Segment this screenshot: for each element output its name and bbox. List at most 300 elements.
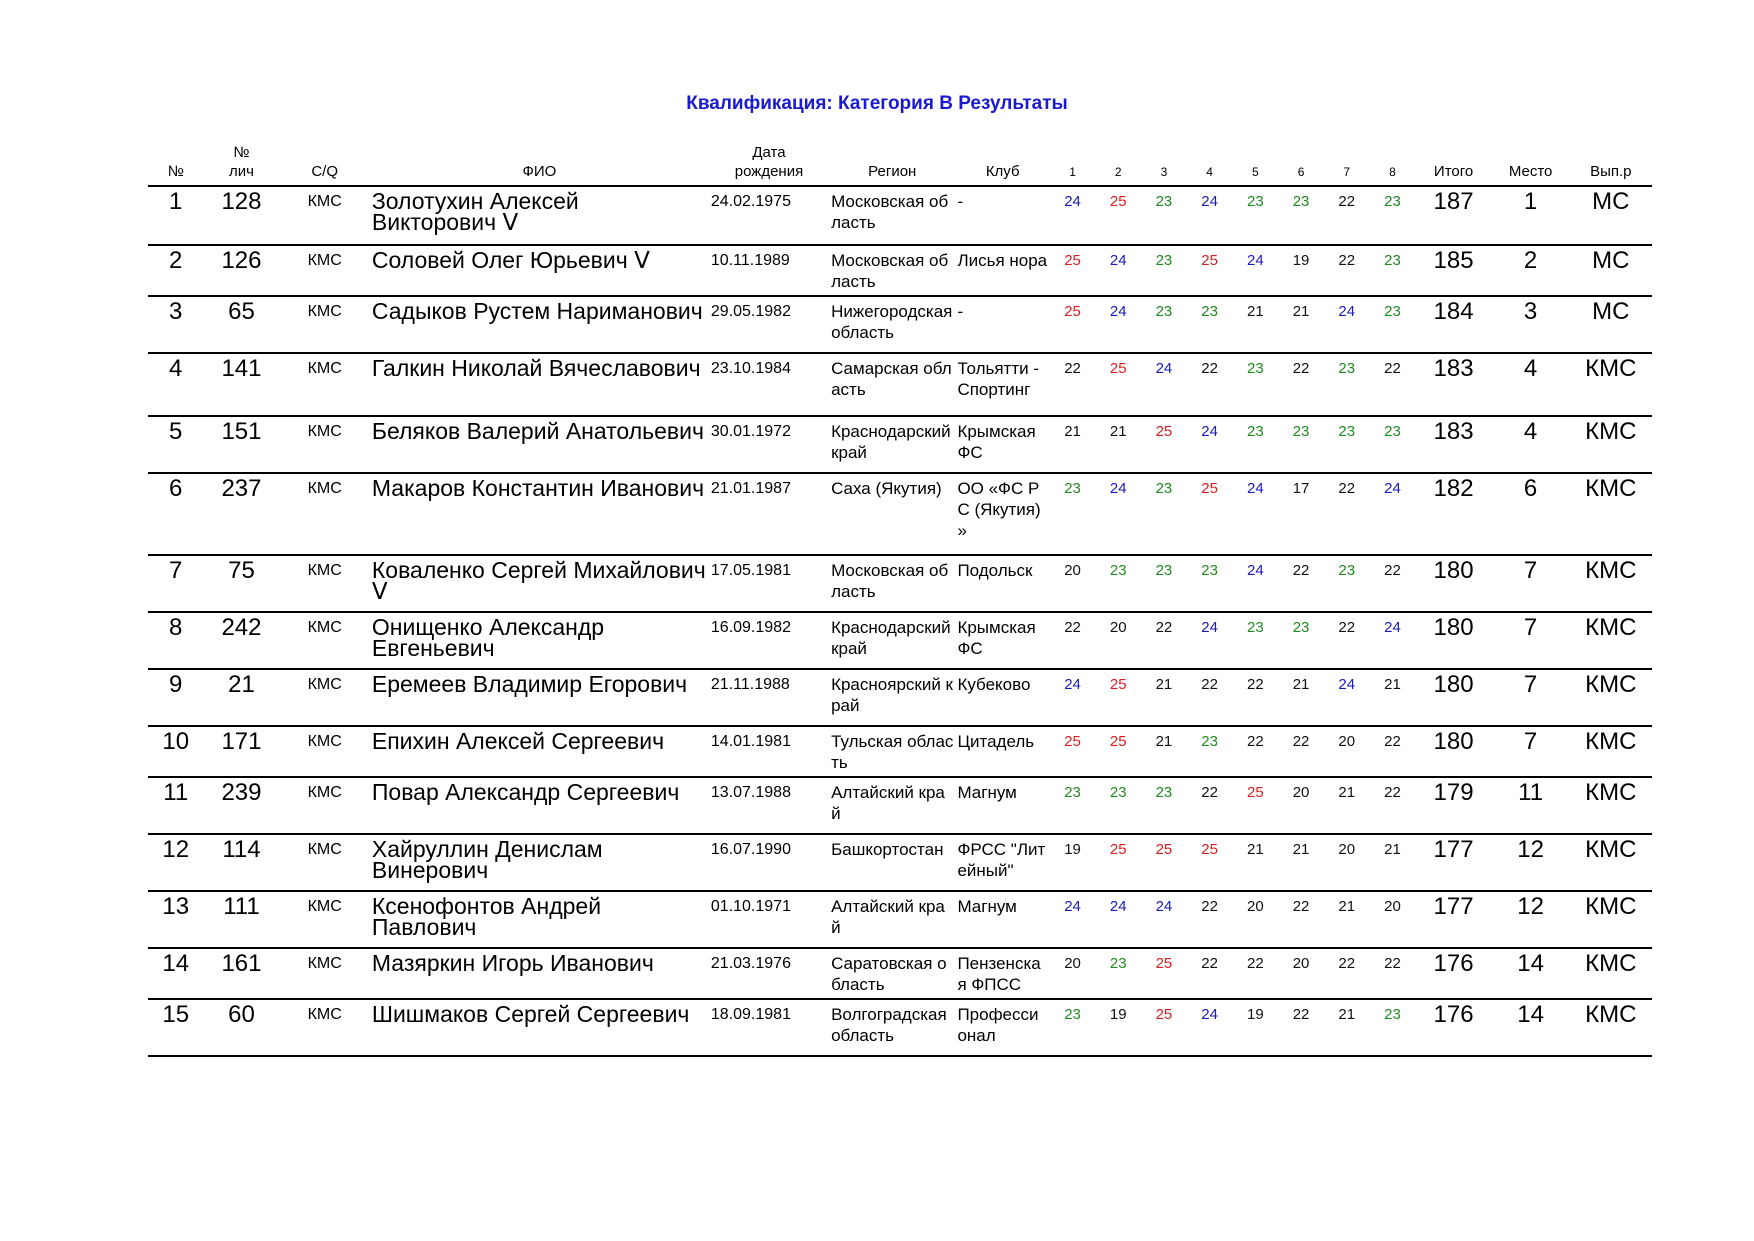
region: Краснодарский край — [829, 612, 955, 669]
series-score-4: 22 — [1187, 777, 1233, 834]
series-score-4: 25 — [1187, 834, 1233, 891]
series-score-7: 24 — [1324, 296, 1369, 353]
series-score-2: 20 — [1095, 612, 1141, 669]
row-number: 15 — [148, 999, 203, 1056]
place: 12 — [1492, 891, 1570, 948]
series-score-6: 21 — [1278, 296, 1324, 353]
series-score-2: 19 — [1095, 999, 1141, 1056]
series-score-2: 24 — [1095, 296, 1141, 353]
result-rank: МС — [1570, 186, 1652, 245]
club: Кубеково — [955, 669, 1050, 726]
athlete-name: Онищенко Александр Евгеньевич — [370, 612, 709, 669]
total-score: 183 — [1416, 416, 1492, 473]
result-rank: КМС — [1570, 948, 1652, 999]
series-score-8: 20 — [1369, 891, 1415, 948]
personal-number: 151 — [203, 416, 279, 473]
region: Московская область — [829, 186, 955, 245]
header-series-8: 8 — [1369, 143, 1415, 186]
header-date-top: Дата — [752, 144, 786, 161]
total-score: 187 — [1416, 186, 1492, 245]
region: Алтайский край — [829, 891, 955, 948]
result-rank: КМС — [1570, 891, 1652, 948]
class-qualification: КМС — [279, 612, 369, 669]
athlete-name: Беляков Валерий Анатольевич — [370, 416, 709, 473]
result-rank: КМС — [1570, 669, 1652, 726]
place: 2 — [1492, 245, 1570, 296]
header-name: ФИО — [370, 143, 709, 186]
club: - — [955, 186, 1050, 245]
result-rank: КМС — [1570, 555, 1652, 612]
header-pers-bottom: лич — [229, 163, 254, 180]
series-score-5: 23 — [1233, 353, 1278, 416]
series-score-6: 21 — [1278, 834, 1324, 891]
header-series-3: 3 — [1141, 143, 1186, 186]
birth-date: 18.09.1981 — [709, 999, 829, 1056]
series-score-7: 23 — [1324, 353, 1369, 416]
series-score-3: 23 — [1141, 777, 1186, 834]
table-row — [148, 726, 1652, 777]
result-rank: КМС — [1570, 353, 1652, 416]
series-score-8: 21 — [1369, 669, 1415, 726]
series-score-2: 23 — [1095, 555, 1141, 612]
club: Подольск — [955, 555, 1050, 612]
series-score-7: 22 — [1324, 186, 1369, 245]
region: Саратовская область — [829, 948, 955, 999]
series-score-1: 24 — [1050, 186, 1095, 245]
header-date-bottom: рождения — [734, 163, 804, 180]
total-score: 176 — [1416, 948, 1492, 999]
series-score-5: 24 — [1233, 473, 1278, 555]
club: Пензенская ФПСС — [955, 948, 1050, 999]
series-score-7: 20 — [1324, 834, 1369, 891]
personal-number: 141 — [203, 353, 279, 416]
series-score-8: 22 — [1369, 777, 1415, 834]
personal-number: 237 — [203, 473, 279, 555]
table-row — [148, 948, 1652, 999]
total-score: 182 — [1416, 473, 1492, 555]
class-qualification: КМС — [279, 555, 369, 612]
region: Самарская область — [829, 353, 955, 416]
birth-date: 29.05.1982 — [709, 296, 829, 353]
personal-number: 60 — [203, 999, 279, 1056]
table-row — [148, 555, 1652, 612]
personal-number: 126 — [203, 245, 279, 296]
series-score-8: 23 — [1369, 296, 1415, 353]
total-score: 177 — [1416, 891, 1492, 948]
place: 7 — [1492, 669, 1570, 726]
personal-number: 171 — [203, 726, 279, 777]
series-score-5: 24 — [1233, 245, 1278, 296]
table-row — [148, 891, 1652, 948]
region: Московская область — [829, 555, 955, 612]
series-score-1: 20 — [1050, 948, 1095, 999]
club: Крымская ФС — [955, 416, 1050, 473]
series-score-1: 21 — [1050, 416, 1095, 473]
birth-date: 21.01.1987 — [709, 473, 829, 555]
athlete-name: Епихин Алексей Сергеевич — [370, 726, 709, 777]
series-score-4: 22 — [1187, 669, 1233, 726]
athlete-name: Макаров Константин Иванович — [370, 473, 709, 555]
athlete-name: Повар Александр Сергеевич — [370, 777, 709, 834]
series-score-1: 25 — [1050, 245, 1095, 296]
row-number: 13 — [148, 891, 203, 948]
total-score: 180 — [1416, 555, 1492, 612]
series-score-8: 22 — [1369, 555, 1415, 612]
personal-number: 242 — [203, 612, 279, 669]
result-rank: КМС — [1570, 726, 1652, 777]
series-score-5: 23 — [1233, 186, 1278, 245]
result-rank: КМС — [1570, 612, 1652, 669]
series-score-8: 22 — [1369, 948, 1415, 999]
series-score-5: 23 — [1233, 416, 1278, 473]
header-result: Вып.р — [1570, 143, 1652, 186]
table-row — [148, 834, 1652, 891]
athlete-name: Золотухин Алексей Викторович ᐯ — [370, 186, 709, 245]
birth-date: 23.10.1984 — [709, 353, 829, 416]
series-score-2: 25 — [1095, 186, 1141, 245]
series-score-1: 25 — [1050, 296, 1095, 353]
series-score-4: 22 — [1187, 891, 1233, 948]
series-score-8: 21 — [1369, 834, 1415, 891]
series-score-5: 21 — [1233, 296, 1278, 353]
place: 4 — [1492, 353, 1570, 416]
header-series-4: 4 — [1187, 143, 1233, 186]
series-score-3: 21 — [1141, 669, 1186, 726]
club: ОО «ФС РС (Якутия) » — [955, 473, 1050, 555]
series-score-8: 22 — [1369, 726, 1415, 777]
row-number: 3 — [148, 296, 203, 353]
series-score-8: 23 — [1369, 245, 1415, 296]
header-row — [148, 143, 1652, 186]
table-row — [148, 416, 1652, 473]
class-qualification: КМС — [279, 669, 369, 726]
header-num: № — [148, 143, 203, 186]
athlete-name: Соловей Олег Юрьевич ᐯ — [370, 245, 709, 296]
series-score-5: 25 — [1233, 777, 1278, 834]
series-score-7: 21 — [1324, 777, 1369, 834]
series-score-2: 24 — [1095, 245, 1141, 296]
series-score-3: 23 — [1141, 296, 1186, 353]
row-number: 14 — [148, 948, 203, 999]
birth-date: 10.11.1989 — [709, 245, 829, 296]
total-score: 183 — [1416, 353, 1492, 416]
table-row — [148, 296, 1652, 353]
header-series-6: 6 — [1278, 143, 1324, 186]
series-score-8: 22 — [1369, 353, 1415, 416]
series-score-6: 22 — [1278, 726, 1324, 777]
personal-number: 21 — [203, 669, 279, 726]
table-row — [148, 245, 1652, 296]
region: Волгоградская область — [829, 999, 955, 1056]
series-score-1: 24 — [1050, 891, 1095, 948]
results-table — [148, 143, 1652, 1057]
series-score-3: 24 — [1141, 353, 1186, 416]
series-score-1: 25 — [1050, 726, 1095, 777]
series-score-5: 22 — [1233, 726, 1278, 777]
series-score-4: 22 — [1187, 948, 1233, 999]
place: 3 — [1492, 296, 1570, 353]
series-score-4: 22 — [1187, 353, 1233, 416]
header-date — [709, 143, 829, 186]
series-score-8: 24 — [1369, 612, 1415, 669]
place: 7 — [1492, 612, 1570, 669]
table-row — [148, 473, 1652, 555]
class-qualification: КМС — [279, 353, 369, 416]
series-score-5: 24 — [1233, 555, 1278, 612]
result-rank: МС — [1570, 296, 1652, 353]
series-score-2: 24 — [1095, 891, 1141, 948]
result-rank: КМС — [1570, 416, 1652, 473]
series-score-7: 22 — [1324, 473, 1369, 555]
birth-date: 01.10.1971 — [709, 891, 829, 948]
series-score-4: 23 — [1187, 296, 1233, 353]
athlete-name: Садыков Рустем Нариманович — [370, 296, 709, 353]
club: Профессионал — [955, 999, 1050, 1056]
region: Нижегородская область — [829, 296, 955, 353]
class-qualification: КМС — [279, 999, 369, 1056]
total-score: 179 — [1416, 777, 1492, 834]
series-score-1: 22 — [1050, 353, 1095, 416]
athlete-name: Ксенофонтов Андрей Павлович — [370, 891, 709, 948]
place: 6 — [1492, 473, 1570, 555]
series-score-6: 22 — [1278, 555, 1324, 612]
row-number: 4 — [148, 353, 203, 416]
series-score-5: 23 — [1233, 612, 1278, 669]
birth-date: 24.02.1975 — [709, 186, 829, 245]
series-score-4: 24 — [1187, 612, 1233, 669]
series-score-1: 22 — [1050, 612, 1095, 669]
region: Красноярский край — [829, 669, 955, 726]
table-row — [148, 612, 1652, 669]
series-score-6: 21 — [1278, 669, 1324, 726]
series-score-3: 22 — [1141, 612, 1186, 669]
series-score-7: 23 — [1324, 416, 1369, 473]
series-score-1: 19 — [1050, 834, 1095, 891]
row-number: 1 — [148, 186, 203, 245]
header-series-2: 2 — [1095, 143, 1141, 186]
series-score-2: 23 — [1095, 777, 1141, 834]
birth-date: 21.03.1976 — [709, 948, 829, 999]
place: 14 — [1492, 948, 1570, 999]
series-score-3: 21 — [1141, 726, 1186, 777]
header-pers-top: № — [233, 144, 250, 161]
place: 7 — [1492, 555, 1570, 612]
series-score-7: 24 — [1324, 669, 1369, 726]
personal-number: 161 — [203, 948, 279, 999]
athlete-name: Коваленко Сергей Михайлович ᐯ — [370, 555, 709, 612]
personal-number: 239 — [203, 777, 279, 834]
total-score: 180 — [1416, 669, 1492, 726]
birth-date: 17.05.1981 — [709, 555, 829, 612]
series-score-5: 19 — [1233, 999, 1278, 1056]
place: 4 — [1492, 416, 1570, 473]
page-title: Квалификация: Категория В Результаты — [686, 93, 1068, 114]
series-score-3: 25 — [1141, 948, 1186, 999]
total-score: 184 — [1416, 296, 1492, 353]
athlete-name: Хайруллин Денислам Винерович — [370, 834, 709, 891]
series-score-4: 25 — [1187, 473, 1233, 555]
series-score-8: 23 — [1369, 186, 1415, 245]
series-score-3: 25 — [1141, 416, 1186, 473]
series-score-2: 25 — [1095, 834, 1141, 891]
series-score-7: 22 — [1324, 245, 1369, 296]
class-qualification: КМС — [279, 726, 369, 777]
region: Краснодарский край — [829, 416, 955, 473]
class-qualification: КМС — [279, 186, 369, 245]
series-score-2: 25 — [1095, 669, 1141, 726]
series-score-6: 17 — [1278, 473, 1324, 555]
row-number: 10 — [148, 726, 203, 777]
total-score: 185 — [1416, 245, 1492, 296]
athlete-name: Галкин Николай Вячеславович — [370, 353, 709, 416]
series-score-8: 23 — [1369, 416, 1415, 473]
club: Цитадель — [955, 726, 1050, 777]
region: Алтайский край — [829, 777, 955, 834]
region: Московская область — [829, 245, 955, 296]
birth-date: 16.07.1990 — [709, 834, 829, 891]
total-score: 180 — [1416, 612, 1492, 669]
series-score-8: 23 — [1369, 999, 1415, 1056]
series-score-6: 20 — [1278, 777, 1324, 834]
personal-number: 114 — [203, 834, 279, 891]
series-score-1: 23 — [1050, 777, 1095, 834]
series-score-1: 23 — [1050, 999, 1095, 1056]
total-score: 180 — [1416, 726, 1492, 777]
personal-number: 65 — [203, 296, 279, 353]
header-region: Регион — [829, 143, 955, 186]
header-series-7: 7 — [1324, 143, 1369, 186]
series-score-2: 21 — [1095, 416, 1141, 473]
place: 14 — [1492, 999, 1570, 1056]
birth-date: 30.01.1972 — [709, 416, 829, 473]
series-score-6: 22 — [1278, 999, 1324, 1056]
row-number: 11 — [148, 777, 203, 834]
series-score-6: 22 — [1278, 353, 1324, 416]
series-score-4: 23 — [1187, 726, 1233, 777]
header-club: Клуб — [955, 143, 1050, 186]
series-score-4: 23 — [1187, 555, 1233, 612]
header-place: Место — [1492, 143, 1570, 186]
row-number: 7 — [148, 555, 203, 612]
row-number: 6 — [148, 473, 203, 555]
series-score-6: 19 — [1278, 245, 1324, 296]
series-score-3: 23 — [1141, 555, 1186, 612]
table-row — [148, 186, 1652, 245]
athlete-name: Шишмаков Сергей Сергеевич — [370, 999, 709, 1056]
series-score-7: 20 — [1324, 726, 1369, 777]
class-qualification: КМС — [279, 416, 369, 473]
series-score-6: 20 — [1278, 948, 1324, 999]
series-score-3: 25 — [1141, 999, 1186, 1056]
series-score-7: 23 — [1324, 555, 1369, 612]
place: 12 — [1492, 834, 1570, 891]
header-cq: C/Q — [279, 143, 369, 186]
table-row — [148, 669, 1652, 726]
class-qualification: КМС — [279, 891, 369, 948]
personal-number: 128 — [203, 186, 279, 245]
result-rank: КМС — [1570, 999, 1652, 1056]
results-body — [148, 186, 1652, 1056]
class-qualification: КМС — [279, 296, 369, 353]
result-rank: КМС — [1570, 777, 1652, 834]
total-score: 176 — [1416, 999, 1492, 1056]
series-score-4: 24 — [1187, 186, 1233, 245]
series-score-5: 22 — [1233, 669, 1278, 726]
table-row — [148, 999, 1652, 1056]
header-series-5: 5 — [1233, 143, 1278, 186]
series-score-8: 24 — [1369, 473, 1415, 555]
region: Тульская область — [829, 726, 955, 777]
row-number: 8 — [148, 612, 203, 669]
series-score-7: 22 — [1324, 612, 1369, 669]
series-score-7: 22 — [1324, 948, 1369, 999]
series-score-3: 24 — [1141, 891, 1186, 948]
row-number: 5 — [148, 416, 203, 473]
place: 11 — [1492, 777, 1570, 834]
club: Магнум — [955, 777, 1050, 834]
result-rank: КМС — [1570, 473, 1652, 555]
class-qualification: КМС — [279, 777, 369, 834]
club: Крымская ФС — [955, 612, 1050, 669]
place: 7 — [1492, 726, 1570, 777]
birth-date: 21.11.1988 — [709, 669, 829, 726]
series-score-7: 21 — [1324, 891, 1369, 948]
series-score-4: 25 — [1187, 245, 1233, 296]
region: Башкортостан — [829, 834, 955, 891]
row-number: 2 — [148, 245, 203, 296]
class-qualification: КМС — [279, 473, 369, 555]
club: Магнум — [955, 891, 1050, 948]
place: 1 — [1492, 186, 1570, 245]
result-rank: МС — [1570, 245, 1652, 296]
header-pers — [203, 143, 279, 186]
athlete-name: Еремеев Владимир Егорович — [370, 669, 709, 726]
series-score-2: 25 — [1095, 726, 1141, 777]
series-score-5: 21 — [1233, 834, 1278, 891]
series-score-2: 25 — [1095, 353, 1141, 416]
club: - — [955, 296, 1050, 353]
series-score-5: 22 — [1233, 948, 1278, 999]
series-score-3: 25 — [1141, 834, 1186, 891]
series-score-4: 24 — [1187, 999, 1233, 1056]
series-score-5: 20 — [1233, 891, 1278, 948]
result-rank: КМС — [1570, 834, 1652, 891]
series-score-1: 20 — [1050, 555, 1095, 612]
series-score-2: 23 — [1095, 948, 1141, 999]
series-score-3: 23 — [1141, 245, 1186, 296]
series-score-1: 24 — [1050, 669, 1095, 726]
birth-date: 13.07.1988 — [709, 777, 829, 834]
personal-number: 111 — [203, 891, 279, 948]
personal-number: 75 — [203, 555, 279, 612]
row-number: 12 — [148, 834, 203, 891]
athlete-name: Мазяркин Игорь Иванович — [370, 948, 709, 999]
table-row — [148, 353, 1652, 416]
region: Саха (Якутия) — [829, 473, 955, 555]
series-score-4: 24 — [1187, 416, 1233, 473]
total-score: 177 — [1416, 834, 1492, 891]
club: ФРСС "Литейный" — [955, 834, 1050, 891]
birth-date: 16.09.1982 — [709, 612, 829, 669]
club: Тольятти - Спортинг — [955, 353, 1050, 416]
club: Лисья нора — [955, 245, 1050, 296]
class-qualification: КМС — [279, 245, 369, 296]
series-score-1: 23 — [1050, 473, 1095, 555]
series-score-6: 23 — [1278, 186, 1324, 245]
class-qualification: КМС — [279, 948, 369, 999]
series-score-3: 23 — [1141, 186, 1186, 245]
header-series-1: 1 — [1050, 143, 1095, 186]
